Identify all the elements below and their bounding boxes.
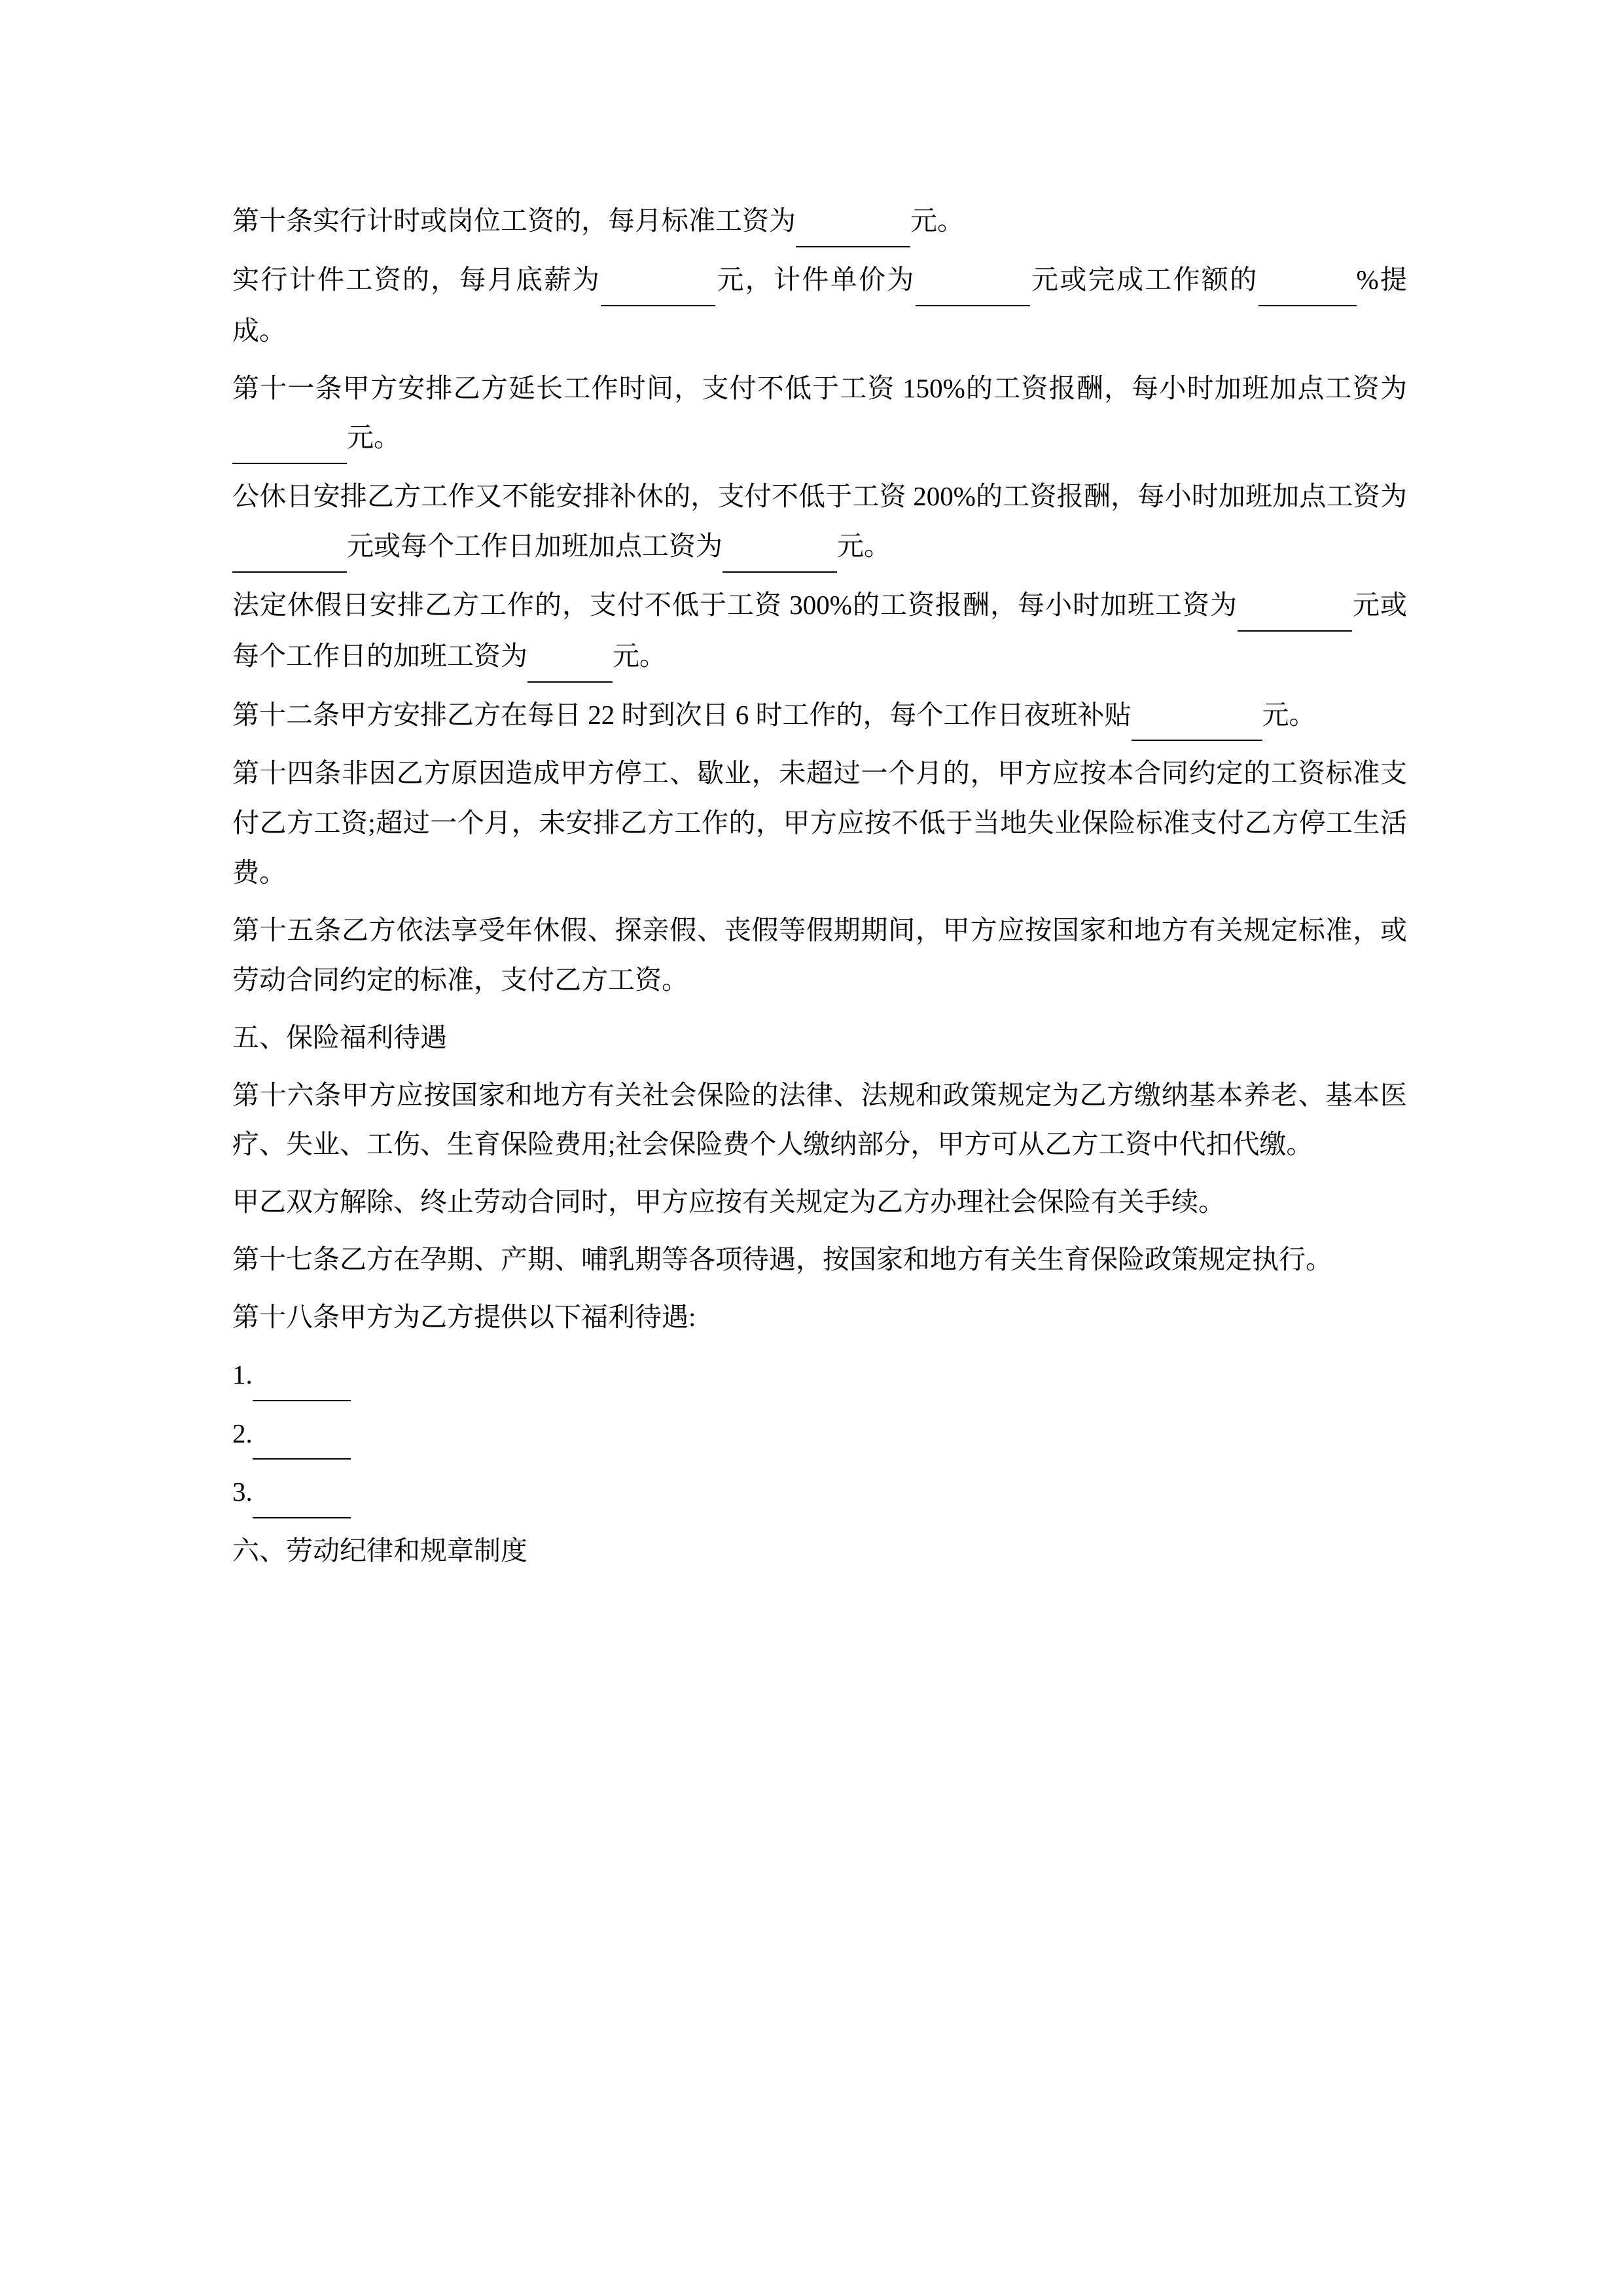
rest-day-overtime bbox=[232, 472, 1407, 573]
fill-in-blank[interactable] bbox=[1258, 255, 1357, 306]
text-run: 第十五条乙方依法享受年休假、探亲假、丧假等假期期间，甲方应按国家和地方有关规定标准，或劳动合同约定的标准，支付乙方工资。 bbox=[232, 914, 1407, 995]
text-run: 实行计件工资的，每月底薪为 bbox=[232, 264, 601, 295]
section-6-heading bbox=[232, 1526, 1407, 1576]
text-run: 第十条实行计时或岗位工资的，每月标准工资为 bbox=[232, 206, 796, 236]
fill-in-blank[interactable] bbox=[232, 413, 347, 464]
text-run: 元。 bbox=[837, 531, 891, 562]
social-insurance-procedures bbox=[232, 1177, 1407, 1227]
fill-in-blank[interactable] bbox=[722, 522, 837, 573]
text-run: 元。 bbox=[910, 206, 964, 236]
text-run: 元。 bbox=[347, 422, 401, 453]
text-run: 元或每个工作日加班加点工资为 bbox=[347, 531, 722, 562]
text-run: 第十七条乙方在孕期、产期、哺乳期等各项待遇，按国家和地方有关生育保险政策规定执行。 bbox=[232, 1244, 1332, 1275]
text-run: 第十八条甲方为乙方提供以下福利待遇: bbox=[232, 1301, 696, 1332]
text-run: 六、劳动纪律和规章制度 bbox=[232, 1535, 527, 1566]
article-18 bbox=[232, 1293, 1407, 1342]
text-run: 第十二条甲方安排乙方在每日 22 时到次日 6 时工作的，每个工作日夜班补贴 bbox=[232, 699, 1132, 730]
fill-in-blank[interactable] bbox=[253, 1409, 351, 1460]
text-run: 3. bbox=[232, 1477, 253, 1507]
text-run: 第十四条非因乙方原因造成甲方停工、歇业，未超过一个月的，甲方应按本合同约定的工资标准支付乙方工资;超过一个月，未安排乙方工作的，甲方应按不低于当地失业保险标准支付乙方停工生活费。 bbox=[232, 758, 1407, 888]
document-body bbox=[232, 196, 1407, 1576]
holiday-overtime bbox=[232, 581, 1407, 683]
section-5-heading bbox=[232, 1013, 1407, 1063]
article-17 bbox=[232, 1235, 1407, 1285]
fill-in-blank[interactable] bbox=[1238, 581, 1352, 632]
fill-in-blank[interactable] bbox=[601, 255, 715, 306]
text-run: 甲乙双方解除、终止劳动合同时，甲方应按有关规定为乙方办理社会保险有关手续。 bbox=[232, 1187, 1225, 1217]
article-16 bbox=[232, 1071, 1407, 1170]
article-12 bbox=[232, 691, 1407, 742]
benefit-item-2 bbox=[232, 1409, 1407, 1460]
fill-in-blank[interactable] bbox=[527, 632, 613, 683]
fill-in-blank[interactable] bbox=[1132, 691, 1262, 742]
fill-in-blank[interactable] bbox=[916, 255, 1030, 306]
article-10 bbox=[232, 196, 1407, 247]
text-run: 五、保险福利待遇 bbox=[232, 1022, 447, 1052]
fill-in-blank[interactable] bbox=[253, 1350, 351, 1401]
text-run: 元。 bbox=[1262, 699, 1316, 730]
text-run: 第十六条甲方应按国家和地方有关社会保险的法律、法规和政策规定为乙方缴纳基本养老、基本医疗、失业、工伤、生育保险费用;社会保险费个人缴纳部分，甲方可从乙方工资中代扣代缴。 bbox=[232, 1079, 1407, 1160]
text-run: 元，计件单价为 bbox=[715, 264, 916, 295]
article-15 bbox=[232, 906, 1407, 1005]
article-14 bbox=[232, 749, 1407, 898]
text-run: 元或完成工作额的 bbox=[1029, 264, 1258, 295]
text-run: 元或每个工作日的加班工资为 bbox=[232, 589, 1408, 671]
text-run: 元。 bbox=[613, 640, 666, 671]
piecework-wage bbox=[232, 255, 1407, 356]
benefit-item-1 bbox=[232, 1350, 1407, 1401]
text-run: 2. bbox=[232, 1418, 253, 1448]
text-run: 1. bbox=[232, 1359, 253, 1390]
text-run: %提成。 bbox=[232, 264, 1408, 346]
fill-in-blank[interactable] bbox=[796, 196, 910, 247]
fill-in-blank[interactable] bbox=[232, 522, 347, 573]
text-run: 公休日安排乙方工作又不能安排补休的，支付不低于工资 200%的工资报酬，每小时加班加点工资为 bbox=[232, 481, 1407, 512]
benefit-item-3 bbox=[232, 1467, 1407, 1518]
text-run: 第十一条甲方安排乙方延长工作时间，支付不低于工资 150%的工资报酬，每小时加班加点工资为 bbox=[232, 372, 1407, 403]
article-11 bbox=[232, 364, 1407, 465]
fill-in-blank[interactable] bbox=[253, 1467, 351, 1518]
text-run: 法定休假日安排乙方工作的，支付不低于工资 300%的工资报酬，每小时加班工资为 bbox=[232, 589, 1238, 620]
